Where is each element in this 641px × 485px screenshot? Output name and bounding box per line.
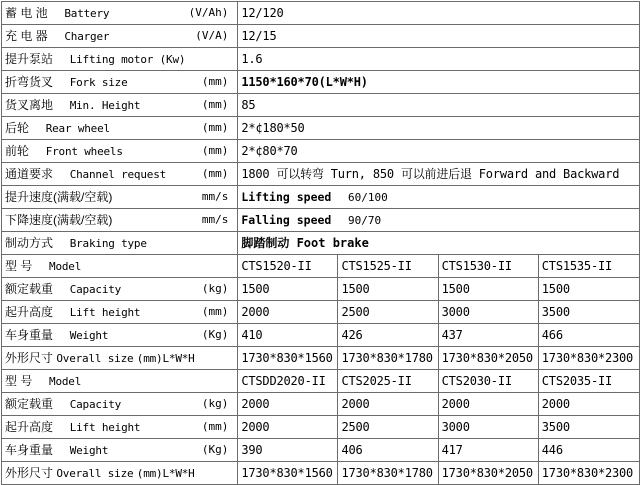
table-row bbox=[2, 25, 640, 48]
value-cell: 1730*830*2050 bbox=[438, 347, 538, 370]
row-label-model-1: 型 号 Model bbox=[2, 255, 238, 278]
value-cell: 1500 bbox=[438, 278, 538, 301]
value-cell: 1730*830*1780 bbox=[338, 347, 438, 370]
model-cell: CTS1530-II bbox=[438, 255, 538, 278]
row-label-capacity-2: 额定载重 Capacity (kg) bbox=[2, 393, 238, 416]
row-value-fork-size: 1150*160*70(L*W*H) bbox=[238, 71, 640, 94]
model-cell: CTS1535-II bbox=[538, 255, 639, 278]
table-row bbox=[2, 439, 640, 462]
row-label-model-2: 型 号 Model bbox=[2, 370, 238, 393]
model-cell: CTS1525-II bbox=[338, 255, 438, 278]
table-row bbox=[2, 347, 640, 370]
model-cell: CTS2030-II bbox=[438, 370, 538, 393]
model-cell: CTS2025-II bbox=[338, 370, 438, 393]
row-label-rear-wheel: 后轮 Rear wheel (mm) bbox=[2, 117, 238, 140]
row-label-overall-size-2: 外形尺寸 Overall size (mm)L*W*H bbox=[2, 462, 238, 485]
row-label-weight-2: 车身重量 Weight (Kg) bbox=[2, 439, 238, 462]
table-row bbox=[2, 301, 640, 324]
row-label-front-wheels: 前轮 Front wheels (mm) bbox=[2, 140, 238, 163]
value-cell: 2500 bbox=[338, 416, 438, 439]
row-value-battery: 12/120 bbox=[238, 2, 640, 25]
table-row bbox=[2, 278, 640, 301]
table-row-model-header-1 bbox=[2, 255, 640, 278]
value-cell: 2000 bbox=[338, 393, 438, 416]
model-cell: CTSDD2020-II bbox=[238, 370, 338, 393]
value-cell: 446 bbox=[538, 439, 639, 462]
specification-table bbox=[1, 1, 640, 485]
row-value-channel-request: 1800 可以转弯 Turn, 850 可以前进后退 Forward and Backward bbox=[238, 163, 640, 186]
value-cell: 1730*830*2050 bbox=[438, 462, 538, 485]
table-row bbox=[2, 71, 640, 94]
table-row bbox=[2, 163, 640, 186]
value-cell: 1730*830*1780 bbox=[338, 462, 438, 485]
value-cell: 1500 bbox=[538, 278, 639, 301]
value-cell: 1500 bbox=[338, 278, 438, 301]
value-cell: 2000 bbox=[238, 416, 338, 439]
table-row bbox=[2, 416, 640, 439]
row-label-fork-size: 折弯货叉 Fork size (mm) bbox=[2, 71, 238, 94]
value-cell: 406 bbox=[338, 439, 438, 462]
table-row bbox=[2, 94, 640, 117]
row-label-lifting-motor: 提升泵站 Lifting motor (Kw) bbox=[2, 48, 238, 71]
value-cell: 426 bbox=[338, 324, 438, 347]
row-label-channel-request: 通道要求 Channel request (mm) bbox=[2, 163, 238, 186]
row-label-capacity-1: 额定载重 Capacity (kg) bbox=[2, 278, 238, 301]
table-row bbox=[2, 462, 640, 485]
value-cell: 3000 bbox=[438, 416, 538, 439]
value-cell: 466 bbox=[538, 324, 639, 347]
row-label-overall-size-1: 外形尺寸 Overall size (mm)L*W*H bbox=[2, 347, 238, 370]
table-row bbox=[2, 117, 640, 140]
row-label-min-height: 货叉离地 Min. Height (mm) bbox=[2, 94, 238, 117]
row-label-lift-height-1: 起升高度 Lift height (mm) bbox=[2, 301, 238, 324]
table-row bbox=[2, 2, 640, 25]
value-cell: 410 bbox=[238, 324, 338, 347]
value-cell: 1730*830*1560 bbox=[238, 347, 338, 370]
model-cell: CTS1520-II bbox=[238, 255, 338, 278]
row-label-charger: 充 电 器 Charger (V/A) bbox=[2, 25, 238, 48]
table-row bbox=[2, 140, 640, 163]
value-cell: 2000 bbox=[438, 393, 538, 416]
value-cell: 437 bbox=[438, 324, 538, 347]
row-value-min-height: 85 bbox=[238, 94, 640, 117]
row-value-braking-type: 脚踏制动 Foot brake bbox=[238, 232, 640, 255]
value-cell: 390 bbox=[238, 439, 338, 462]
table-row bbox=[2, 209, 640, 232]
row-value-lifting-speed: Lifting speed 60/100 bbox=[238, 186, 640, 209]
row-label-falling-speed: 下降速度(满载/空载) mm/s bbox=[2, 209, 238, 232]
table-row bbox=[2, 393, 640, 416]
row-value-rear-wheel: 2*¢180*50 bbox=[238, 117, 640, 140]
value-cell: 1730*830*1560 bbox=[238, 462, 338, 485]
row-value-lifting-motor: 1.6 bbox=[238, 48, 640, 71]
row-label-lift-height-2: 起升高度 Lift height (mm) bbox=[2, 416, 238, 439]
value-cell: 3500 bbox=[538, 301, 639, 324]
value-cell: 1730*830*2300 bbox=[538, 347, 639, 370]
table-row bbox=[2, 186, 640, 209]
table-row bbox=[2, 48, 640, 71]
row-value-charger: 12/15 bbox=[238, 25, 640, 48]
row-value-falling-speed: Falling speed 90/70 bbox=[238, 209, 640, 232]
row-label-braking-type: 制动方式 Braking type bbox=[2, 232, 238, 255]
table-row bbox=[2, 324, 640, 347]
row-value-front-wheels: 2*¢80*70 bbox=[238, 140, 640, 163]
row-label-weight-1: 车身重量 Weight (Kg) bbox=[2, 324, 238, 347]
table-row-model-header-2 bbox=[2, 370, 640, 393]
value-cell: 417 bbox=[438, 439, 538, 462]
row-label-battery: 蓄 电 池 Battery (V/Ah) bbox=[2, 2, 238, 25]
value-cell: 2000 bbox=[538, 393, 639, 416]
row-label-lifting-speed: 提升速度(满载/空载) mm/s bbox=[2, 186, 238, 209]
table-row bbox=[2, 232, 640, 255]
value-cell: 2500 bbox=[338, 301, 438, 324]
value-cell: 1730*830*2300 bbox=[538, 462, 639, 485]
value-cell: 3000 bbox=[438, 301, 538, 324]
value-cell: 2000 bbox=[238, 301, 338, 324]
model-cell: CTS2035-II bbox=[538, 370, 639, 393]
value-cell: 3500 bbox=[538, 416, 639, 439]
value-cell: 1500 bbox=[238, 278, 338, 301]
value-cell: 2000 bbox=[238, 393, 338, 416]
